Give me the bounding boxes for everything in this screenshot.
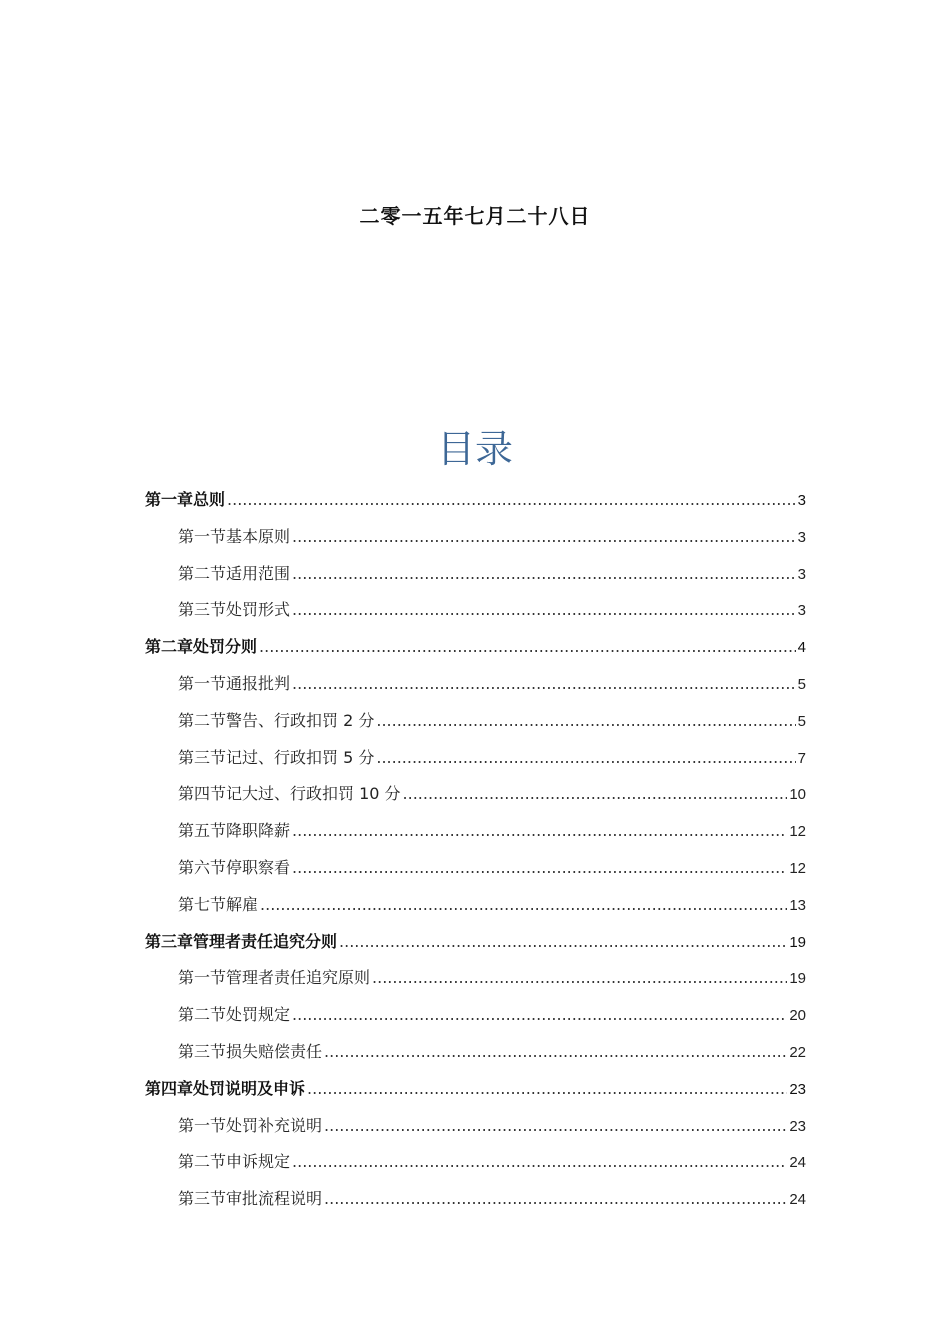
toc-dot-leader xyxy=(292,813,787,850)
toc-entry-text: 第一节处罚补充说明 xyxy=(178,1115,323,1135)
toc-page-number: 4 xyxy=(797,639,806,657)
toc-page-number: 3 xyxy=(797,528,806,546)
toc-dot-leader xyxy=(292,592,796,629)
toc-entry-text: 第二节处罚规定 xyxy=(178,1005,291,1025)
toc-dot-leader xyxy=(307,1071,787,1108)
toc-dot-leader xyxy=(324,1108,787,1145)
toc-section-entry[interactable] xyxy=(145,1034,806,1071)
toc-dot-leader xyxy=(259,629,796,666)
toc-dot-leader xyxy=(372,960,787,997)
toc-section-entry[interactable] xyxy=(145,592,806,629)
toc-page-number: 12 xyxy=(789,823,806,841)
toc-entry-text: 第一节通报批判 xyxy=(178,673,291,693)
toc-page-number: 7 xyxy=(797,749,806,767)
toc-dot-leader xyxy=(292,997,787,1034)
toc-page-number: 5 xyxy=(797,712,806,730)
toc-section-entry[interactable] xyxy=(145,850,806,887)
toc-page-number: 19 xyxy=(789,970,806,988)
toc-page-number: 5 xyxy=(797,675,806,693)
toc-page-number: 22 xyxy=(789,1043,806,1061)
toc-entry-text: 第一节管理者责任追究原则 xyxy=(178,968,371,988)
toc-section-entry[interactable] xyxy=(145,1181,806,1218)
toc-entry-text: 第三章管理者责任追究分则 xyxy=(145,931,338,951)
toc-entry-text: 第一章总则 xyxy=(145,490,226,509)
toc-page-number: 3 xyxy=(797,492,806,509)
toc-section-entry[interactable] xyxy=(145,813,806,850)
toc-dot-leader xyxy=(260,887,787,924)
toc-dot-leader xyxy=(339,924,787,961)
toc-page-number: 23 xyxy=(789,1117,806,1135)
toc-page-number: 23 xyxy=(789,1080,806,1098)
toc-page-number: 10 xyxy=(789,786,806,804)
toc-entry-text: 第六节停职察看 xyxy=(178,857,291,877)
toc-section-entry[interactable] xyxy=(145,703,806,740)
table-of-contents xyxy=(145,482,806,1218)
toc-chapter-entry[interactable] xyxy=(145,1071,806,1108)
toc-section-entry[interactable] xyxy=(145,960,806,997)
toc-entry-text: 第三节审批流程说明 xyxy=(178,1189,323,1209)
toc-dot-leader xyxy=(292,666,796,703)
toc-entry-text: 第二节警告、行政扣罚 2 分 xyxy=(178,710,375,730)
toc-dot-leader xyxy=(324,1181,787,1218)
toc-page-number: 24 xyxy=(789,1191,806,1209)
toc-dot-leader xyxy=(376,740,795,777)
toc-page-number: 19 xyxy=(789,933,806,951)
toc-title: 目录 xyxy=(436,427,513,471)
toc-section-entry[interactable] xyxy=(145,1108,806,1145)
toc-entry-text: 第二章处罚分则 xyxy=(145,637,258,657)
toc-section-entry[interactable] xyxy=(145,776,806,813)
toc-entry-text: 第三节处罚形式 xyxy=(178,600,291,620)
toc-entry-text: 第二节适用范围 xyxy=(178,563,291,583)
toc-entry-text: 第二节申诉规定 xyxy=(178,1152,291,1172)
toc-entry-text: 第四章处罚说明及申诉 xyxy=(145,1078,306,1098)
toc-entry-text: 第三节记过、行政扣罚 5 分 xyxy=(178,747,375,767)
toc-section-entry[interactable] xyxy=(145,556,806,593)
toc-dot-leader xyxy=(376,703,795,740)
toc-section-entry[interactable] xyxy=(145,887,806,924)
toc-dot-leader xyxy=(324,1034,787,1071)
toc-entry-text: 第五节降职降薪 xyxy=(178,821,291,841)
toc-dot-leader xyxy=(292,519,796,556)
toc-dot-leader xyxy=(227,482,796,519)
toc-entry-text: 第四节记大过、行政扣罚 10 分 xyxy=(178,784,401,804)
toc-page-number: 12 xyxy=(789,859,806,877)
toc-chapter-entry[interactable] xyxy=(145,629,806,666)
toc-dot-leader xyxy=(292,1144,787,1181)
toc-page-number: 20 xyxy=(789,1007,806,1025)
toc-section-entry[interactable] xyxy=(145,1144,806,1181)
toc-dot-leader xyxy=(292,556,796,593)
toc-chapter-entry[interactable] xyxy=(145,924,806,961)
toc-entry-text: 第七节解雇 xyxy=(178,894,259,914)
toc-page-number: 24 xyxy=(789,1154,806,1172)
toc-page-number: 3 xyxy=(797,565,806,583)
toc-page-number: 13 xyxy=(789,896,806,914)
toc-chapter-entry[interactable] xyxy=(145,482,806,519)
document-date: 二零一五年七月二十八日 xyxy=(359,204,591,228)
toc-entry-text: 第一节基本原则 xyxy=(178,526,291,546)
toc-section-entry[interactable] xyxy=(145,997,806,1034)
toc-entry-text: 第三节损失赔偿责任 xyxy=(178,1041,323,1061)
toc-dot-leader xyxy=(403,776,788,813)
toc-section-entry[interactable] xyxy=(145,519,806,556)
toc-section-entry[interactable] xyxy=(145,666,806,703)
toc-section-entry[interactable] xyxy=(145,740,806,777)
toc-page-number: 3 xyxy=(797,602,806,620)
toc-dot-leader xyxy=(292,850,787,887)
